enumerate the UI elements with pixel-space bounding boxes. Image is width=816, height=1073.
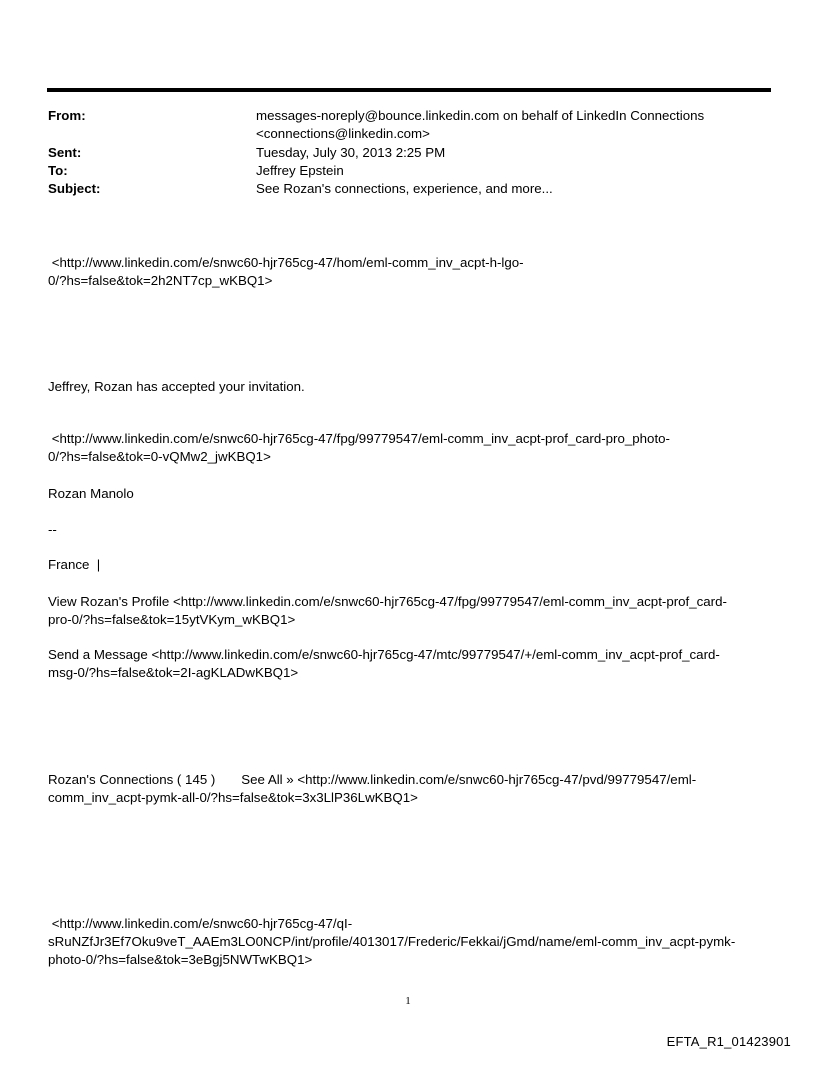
- location-text: France |: [48, 557, 101, 572]
- subject-value: See Rozan's connections, experience, and more...: [256, 181, 553, 196]
- from-value-line1: messages-noreply@bounce.linkedin.com on behalf of LinkedIn Connections: [256, 108, 705, 123]
- profile-photo-link[interactable]: <http://www.linkedin.com/e/snwc60-hjr765cg-47/fpg/99779547/eml-comm_inv_acpt-prof_card-pro_photo- 0/?hs=false&tok=0-vQMw2_jwKBQ1>: [48, 431, 670, 464]
- from-value: [256, 107, 726, 143]
- logo-link[interactable]: <http://www.linkedin.com/e/snwc60-hjr765cg-47/hom/eml-comm_inv_acpt-h-lgo- 0/?hs=false&tok=2h2NT7cp_wKBQ1>: [48, 255, 524, 288]
- sent-label: Sent:: [48, 145, 82, 160]
- from-label: From:: [48, 108, 86, 123]
- view-profile-link[interactable]: View Rozan's Profile <http://www.linkedin.com/e/snwc60-hjr765cg-47/fpg/99779547/eml-comm_inv_acpt-prof_card- pro-0/?hs=false&tok=15ytVKym_wKBQ1>: [48, 594, 727, 627]
- header-rule: [47, 88, 771, 92]
- page-number: 1: [405, 995, 411, 1007]
- bates-number: EFTA_R1_01423901: [666, 1034, 791, 1049]
- to-value: Jeffrey Epstein: [256, 163, 344, 178]
- pymk-photo-link[interactable]: <http://www.linkedin.com/e/snwc60-hjr765cg-47/qI- sRuNZfJr3Ef7Oku9veT_AAEm3LO0NCP/int/profile/4013017/Frederic/Fekkai/jGmd/name/eml-comm_inv_acpt-pymk- photo-0/?hs=false&tok=3eBgj5NWTwKBQ1>: [48, 916, 736, 967]
- from-value-line2: <connections@linkedin.com>: [256, 126, 430, 141]
- separator-text: --: [48, 522, 57, 537]
- to-label: To:: [48, 163, 68, 178]
- accepted-text: Jeffrey, Rozan has accepted your invitation.: [48, 379, 305, 394]
- send-message-link[interactable]: Send a Message <http://www.linkedin.com/e/snwc60-hjr765cg-47/mtc/99779547/+/eml-comm_inv_acpt-prof_card- msg-0/?hs=false&tok=2I-agKLADwKBQ1>: [48, 647, 720, 680]
- connections-see-all-link[interactable]: Rozan's Connections ( 145 ) See All » <http://www.linkedin.com/e/snwc60-hjr765cg-47/pvd/99779547/eml- comm_inv_acpt-pymk-all-0/?hs=false&tok=3x3LlP36LwKBQ1>: [48, 772, 697, 805]
- sent-value: Tuesday, July 30, 2013 2:25 PM: [256, 145, 446, 160]
- contact-name: Rozan Manolo: [48, 486, 134, 501]
- subject-label: Subject:: [48, 181, 101, 196]
